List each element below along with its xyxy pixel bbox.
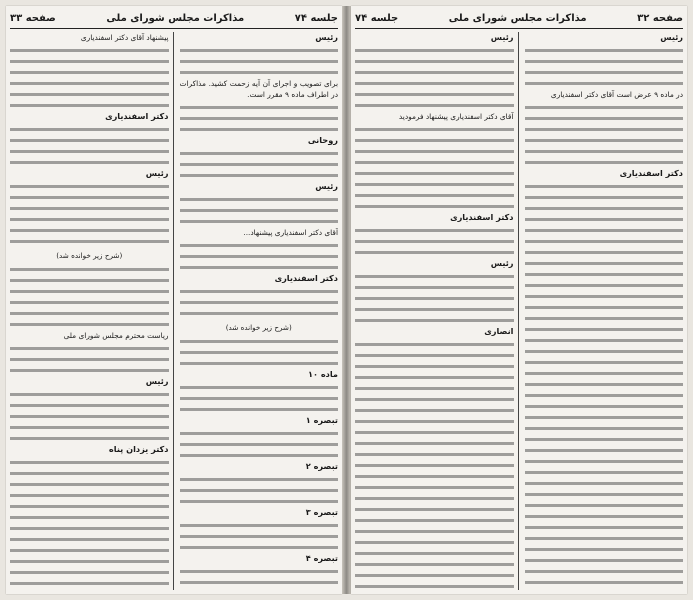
text-lines: [355, 271, 514, 326]
text-lines: [10, 181, 169, 247]
publication-title: مذاکرات مجلس شورای ملی: [448, 12, 587, 24]
speaker-name: دکتر یزدان پناه: [108, 444, 169, 454]
session-number: جلسه ۷۴: [294, 12, 338, 24]
text-lines: [180, 148, 339, 181]
text-lines: [355, 124, 514, 212]
text-lines: [355, 225, 514, 258]
left-page-header: [10, 8, 338, 29]
text-lines: [180, 286, 339, 319]
paragraph-text: برای تصویب و اجرای آن آیه زحمت کشید. مذاکرات در اطراف ماده ۹ مقرر است.: [179, 79, 338, 99]
paragraph-text: آقای دکتر اسفندیاری پیشنهاد فرمودید: [398, 112, 514, 121]
text-lines: [180, 194, 339, 227]
paragraph-text: در ماده ۹ عرض است آقای دکتر اسفندیاری: [550, 90, 683, 99]
stage-note: (شرح زیر خوانده شد): [225, 323, 292, 332]
text-lines: [10, 523, 169, 590]
text-lines: [525, 269, 684, 590]
text-lines: [10, 124, 169, 168]
text-lines: [180, 520, 339, 553]
speaker-name: تبصره ۴: [305, 553, 338, 563]
left-page-columns: [10, 32, 338, 590]
text-lines: [10, 457, 169, 523]
right-page-left-column: [355, 32, 519, 590]
speaker-name: دکتر اسفندیاری: [274, 273, 338, 283]
stage-note: (شرح زیر خوانده شد): [56, 251, 123, 260]
speaker-name: روحانی: [307, 135, 338, 145]
speaker-name: دکتر اسفندیاری: [450, 212, 514, 222]
text-lines: [180, 102, 339, 135]
left-page-left-column: [10, 32, 174, 590]
right-page-columns: [355, 32, 683, 590]
text-lines: [525, 102, 684, 168]
text-lines: [10, 45, 169, 111]
paragraph-text: ریاست محترم مجلس شورای ملی: [63, 331, 169, 340]
text-lines: [180, 336, 339, 369]
speaker-name: تبصره ۳: [305, 507, 338, 517]
right-page-right-column: [525, 32, 684, 590]
text-lines: [355, 339, 514, 416]
right-page-header: [355, 8, 683, 29]
speaker-name: انصاری: [484, 326, 514, 336]
left-page-right-column: [180, 32, 339, 590]
page-number: صفحه ۳۲: [637, 12, 683, 24]
paragraph-text: آقای دکتر اسفندیاری پیشنهاد...: [243, 228, 338, 237]
text-lines: [180, 45, 339, 78]
text-lines: [180, 428, 339, 461]
speaker-name: رئیس: [145, 168, 169, 178]
speaker-name: تبصره ۱: [305, 415, 338, 425]
text-lines: [10, 389, 169, 444]
text-lines: [355, 45, 514, 111]
text-lines: [180, 382, 339, 415]
session-number: جلسه ۷۴: [355, 12, 399, 24]
speaker-name: تبصره ۲: [305, 461, 338, 471]
speaker-name: رئیس: [315, 181, 338, 191]
text-lines: [180, 566, 339, 590]
speaker-name: رئیس: [315, 32, 338, 42]
speaker-name: رئیس: [490, 32, 514, 42]
page-number: صفحه ۳۳: [10, 12, 56, 24]
speaker-name: رئیس: [490, 258, 514, 268]
paragraph-text: پیشنهاد آقای دکتر اسفندیاری: [80, 33, 169, 42]
text-lines: [180, 240, 339, 273]
speaker-name: دکتر اسفندیاری: [619, 168, 683, 178]
right-page: [351, 6, 687, 594]
speaker-name: دکتر اسفندیاری: [105, 111, 169, 121]
book-gutter: [342, 6, 351, 594]
text-lines: [10, 264, 169, 330]
publication-title: مذاکرات مجلس شورای ملی: [106, 12, 245, 24]
speaker-name: رئیس: [145, 376, 169, 386]
text-lines: [180, 474, 339, 507]
left-page: [6, 6, 342, 594]
speaker-name: ماده ۱۰: [307, 369, 338, 379]
text-lines: [525, 181, 684, 269]
text-lines: [10, 343, 169, 376]
speaker-name: رئیس: [660, 32, 683, 42]
text-lines: [525, 45, 684, 89]
text-lines: [355, 416, 514, 590]
